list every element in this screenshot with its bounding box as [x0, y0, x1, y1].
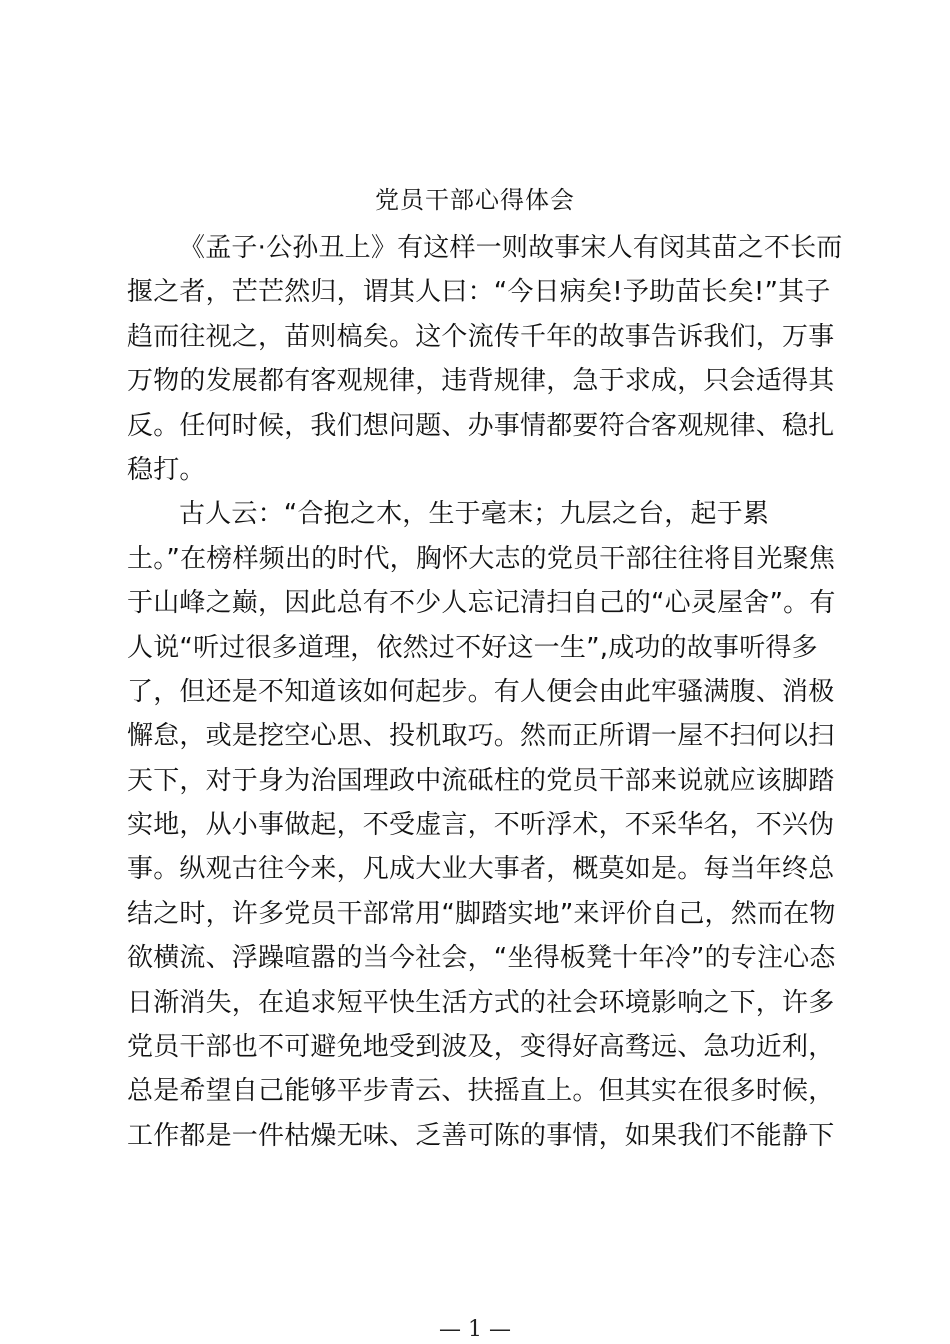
paragraph-2-line: 党员干部也不可避免地受到波及，变得好高骛远、急功近利， — [127, 1032, 835, 1063]
paragraph-1-line: 揠之者，芒芒然归，谓其人曰：“今日病矣!予助苗长矣!”其子 — [127, 277, 831, 308]
paragraph-1-line: 万物的发展都有客观规律，违背规律，急于求成，只会适得其 — [127, 366, 835, 397]
paragraph-1-line: 反。任何时候，我们想问题、办事情都要符合客观规律、稳扎 — [127, 410, 835, 441]
paragraph-1-line: 趋而往视之，苗则槁矣。这个流传千年的故事告诉我们，万事 — [127, 321, 835, 352]
paragraph-2-line: 事。纵观古往今来，凡成大业大事者，概莫如是。每当年终总 — [127, 854, 835, 885]
paragraph-2-line: 土。”在榜样频出的时代，胸怀大志的党员干部往往将目光聚焦 — [127, 543, 836, 574]
paragraph-2-line: 工作都是一件枯燥无味、乏善可陈的事情，如果我们不能静下 — [127, 1120, 835, 1151]
paragraph-2-line: 了，但还是不知道该如何起步。有人便会由此牢骚满腹、消极 — [127, 676, 835, 707]
document-body — [127, 226, 843, 1158]
paragraph-2-line: 日渐消失，在追求短平快生活方式的社会环境影响之下，许多 — [127, 987, 835, 1018]
document-title: 党员干部心得体会 — [375, 186, 575, 214]
paragraph-2-line: 欲横流、浮躁喧嚣的当今社会，“坐得板凳十年冷”的专注心态 — [127, 943, 836, 974]
paragraph-2-line: 结之时，许多党员干部常用“脚踏实地”来评价自己，然而在物 — [127, 898, 836, 929]
paragraph-2-line: 人说“听过很多道理，依然过不好这一生”,成功的故事听得多 — [127, 632, 818, 663]
paragraph-2-line: 古人云：“合抱之木，生于毫末；九层之台，起于累 — [179, 499, 770, 530]
paragraph-1-line: 稳打。 — [127, 454, 206, 485]
paragraph-2-line: 实地，从小事做起，不受虚言，不听浮术，不采华名，不兴伪 — [127, 810, 835, 841]
paragraph-2-line: 天下，对于身为治国理政中流砥柱的党员干部来说就应该脚踏 — [127, 765, 835, 796]
page-number: — 1 — — [439, 1317, 511, 1342]
paragraph-2-line: 于山峰之巅，因此总有不少人忘记清扫自己的“心灵屋舍”。有 — [127, 588, 836, 619]
paragraph-1-line: 《孟子·公孙丑上》有这样一则故事宋人有闵其苗之不长而 — [179, 233, 843, 263]
paragraph-2-line: 懈怠，或是挖空心思、投机取巧。然而正所谓一屋不扫何以扫 — [127, 721, 835, 752]
paragraph-2-line: 总是希望自己能够平步青云、扶摇直上。但其实在很多时候， — [127, 1076, 835, 1107]
